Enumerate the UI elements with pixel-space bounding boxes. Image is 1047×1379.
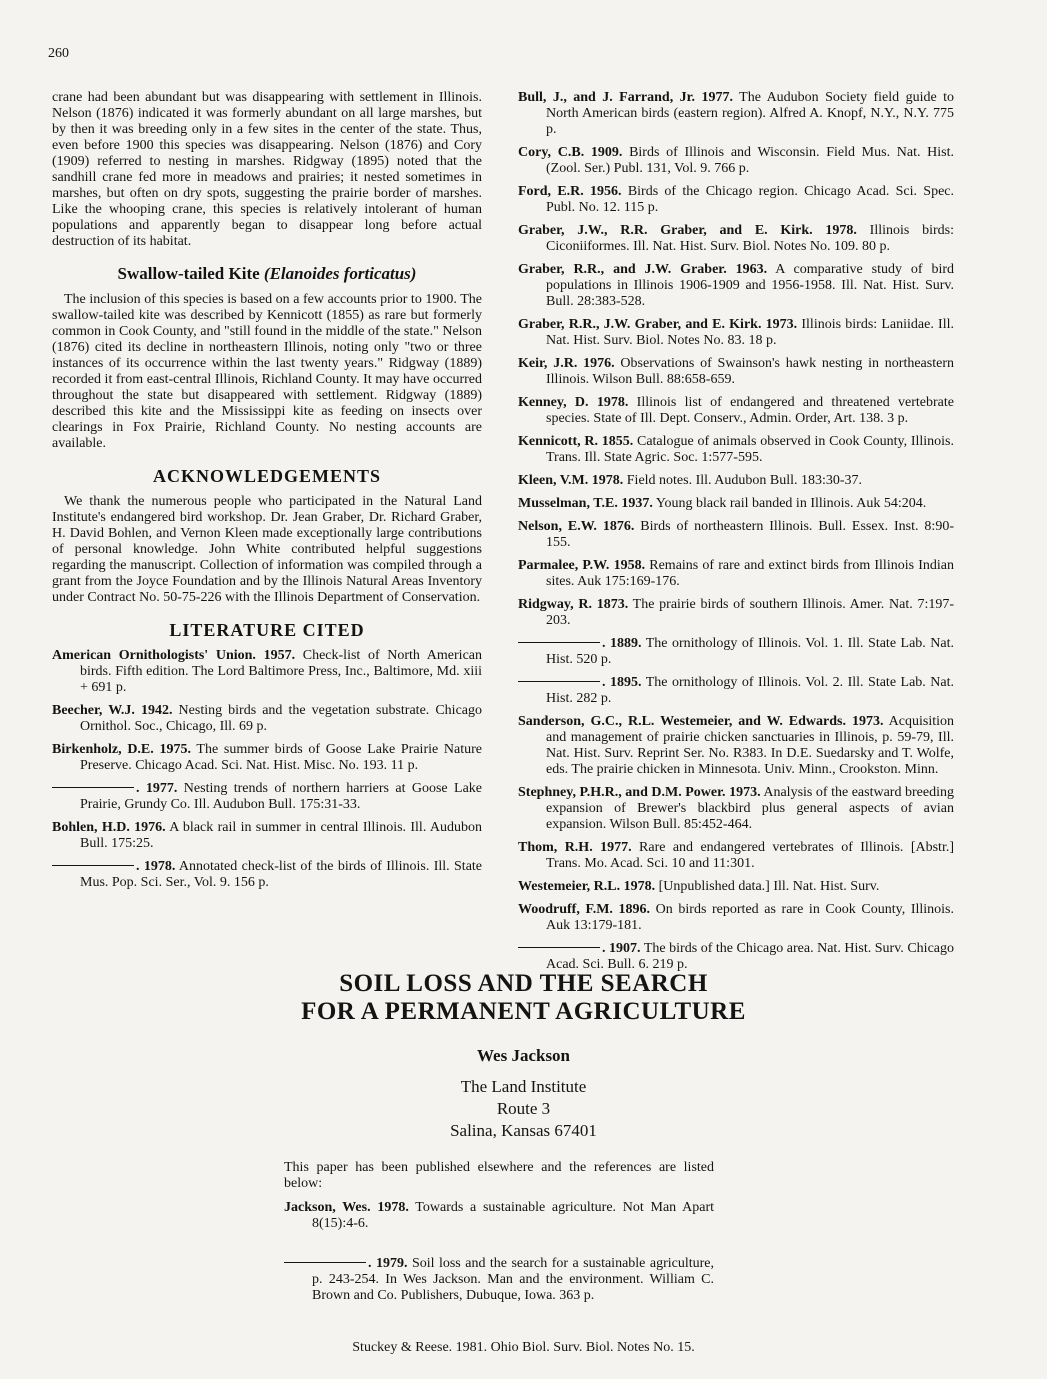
reference-author: Bohlen, H.D. 1976. [52, 820, 166, 835]
reference-entry [518, 558, 954, 590]
reference-author: Nelson, E.W. 1876. [518, 519, 635, 534]
article-address [0, 1076, 1047, 1142]
reference-entry [518, 496, 954, 512]
reference-text: Birds of Illinois and Wisconsin. Field Mus. Nat. Hist. (Zool. Ser.) Publ. 131, Vol. 9. 766 p. [546, 145, 955, 176]
reference-entry [52, 742, 482, 774]
reference-text: The prairie birds of southern Illinois. Amer. Nat. 7:197-203. [546, 597, 954, 628]
reference-entry [518, 879, 954, 895]
reference-text: Catalogue of animals observed in Cook County, Illinois. Trans. Ill. State Agric. Soc. 1:577-595. [546, 434, 955, 465]
reference-author: Sanderson, G.C., R.L. Westemeier, and W. Edwards. 1973. [518, 714, 884, 729]
reference-text: Birds of the Chicago region. Chicago Acad. Sci. Spec. Publ. No. 12. 115 p. [546, 184, 954, 215]
reference-author: Kennicott, R. 1855. [518, 434, 634, 449]
reference-entry [518, 473, 954, 489]
reference-text: The ornithology of Illinois. Vol. 1. Ill. State Lab. Nat. Hist. 520 p. [546, 636, 955, 667]
article-title-line2: FOR A PERMANENT AGRICULTURE [301, 998, 746, 1025]
reference-entry [518, 597, 954, 629]
ditto-dash [518, 642, 600, 643]
reference-author: Jackson, Wes. 1978. [284, 1200, 409, 1215]
reference-text: A black rail in summer in central Illinois. Ill. Audubon Bull. 175:25. [80, 820, 482, 851]
reference-text: Field notes. Ill. Audubon Bull. 183:30-37. [623, 473, 863, 488]
reference-entry [52, 648, 482, 696]
article-note-block [284, 1160, 714, 1312]
reference-entry [518, 519, 954, 551]
ditto-dash [52, 865, 134, 866]
reference-author: Cory, C.B. 1909. [518, 145, 623, 160]
left-column [52, 90, 482, 898]
reference-author: Graber, R.R., J.W. Graber, and E. Kirk. 1973. [518, 317, 798, 332]
literature-cited-heading: LITERATURE CITED [169, 620, 365, 640]
reference-entry [518, 184, 954, 216]
right-column [518, 90, 954, 980]
article-author: Wes Jackson [476, 1046, 571, 1065]
reference-entry [518, 145, 954, 177]
reference-author: . 1977. [136, 781, 178, 796]
ditto-dash [518, 681, 600, 682]
reference-entry [518, 714, 954, 778]
reference-text: Young black rail banded in Illinois. Auk 54:204. [652, 496, 927, 511]
reference-author: Birkenholz, D.E. 1975. [52, 742, 191, 757]
reference-text: Towards a sustainable agriculture. Not Man Apart 8(15):4-6. [312, 1200, 714, 1231]
reference-author: . 1895. [602, 675, 642, 690]
reference-text: On birds reported as rare in Cook County, Illinois. Auk 13:179-181. [546, 902, 954, 933]
kite-heading-common: Swallow-tailed Kite [117, 264, 260, 283]
reference-text: Rare and endangered vertebrates of Illinois. [Abstr.] Trans. Mo. Acad. Sci. 10 and 11:301. [546, 840, 955, 871]
reference-author: Ford, E.R. 1956. [518, 184, 622, 199]
reference-text: Nesting birds and the vegetation substrate. Chicago Ornithol. Soc., Chicago, Ill. 69 p. [80, 703, 483, 734]
reference-text: Soil loss and the search for a sustainable agriculture, p. 243-254. In Wes Jackson. Man and the environment. William C. Brown and Co. Publishers, Dubuque, Iowa. 363 p. [312, 1256, 714, 1303]
reference-author: Kenney, D. 1978. [518, 395, 629, 410]
reference-entry [52, 820, 482, 852]
reference-author: Beecher, W.J. 1942. [52, 703, 173, 718]
reference-entry [518, 90, 954, 138]
article-reference [284, 1256, 714, 1304]
reference-entry [52, 781, 482, 813]
address-line1: Route 3 [496, 1099, 551, 1118]
reference-text: Acquisition and management of prairie chicken sanctuaries in Illinois, p. 59-79, Ill. Nat. Hist. Surv. Reprint Ser. No. R383. In D.E. Suedarsky and T. Wolfe, eds. The prairie chicken in Minnesota. Univ. Minn., Crookston. Minn. [546, 714, 955, 777]
ditto-dash [52, 787, 134, 788]
kite-paragraph: The inclusion of this species is based on a few accounts prior to 1900. The swallow-tailed kite was described by Kennicott (1855) as rare but formerly common in Cook County, and "still found in the middle of the state." Nelson (1876) cited its decline in northeastern Illinois, noting only "two or three instances of its occurrence within the last twenty years." Ridgway (1889) recorded it from east-central Illinois, Richland County. It may have occurred throughout the state but disappeared with settlement. Ridgway (1889) described this kite and the Mississippi kite as feeding on insects over clearings in Fox Prairie, Richland County. No nesting accounts are available. [52, 292, 482, 451]
reference-author: . 1889. [602, 636, 642, 651]
reference-entry [518, 636, 954, 668]
reference-entry [518, 356, 954, 388]
kite-heading [52, 266, 482, 282]
reference-author: American Ornithologists' Union. 1957. [52, 648, 296, 663]
left-reference-list [52, 648, 482, 891]
footer-citation: Stuckey & Reese. 1981. Ohio Biol. Surv. Biol. Notes No. 15. [352, 1340, 695, 1355]
article-title-line1: SOIL LOSS AND THE SEARCH [339, 970, 708, 997]
kite-heading-latin: (Elanoides forticatus) [263, 264, 417, 283]
address-line2: Salina, Kansas 67401 [450, 1121, 597, 1140]
article-note: This paper has been published elsewhere and the references are listed below: [284, 1160, 714, 1191]
reference-entry [518, 902, 954, 934]
reference-author: Westemeier, R.L. 1978. [518, 879, 656, 894]
reference-entry [52, 859, 482, 891]
reference-text: The summer birds of Goose Lake Prairie Nature Preserve. Chicago Acad. Sci. Nat. Hist. Misc. No. 193. 11 p. [80, 742, 482, 773]
reference-text: A comparative study of bird populations in Illinois 1906-1909 and 1956-1958. Ill. Nat. Hist. Surv. Bull. 28:383-528. [546, 262, 954, 309]
reference-text: Illinois birds: Ciconiiformes. Ill. Nat. Hist. Surv. Biol. Notes No. 109. 80 p. [546, 223, 954, 254]
reference-text: Illinois list of endangered and threatened vertebrate species. State of Ill. Dept. Conserv., Admin. Order, Art. 138. 3 p. [546, 395, 954, 426]
reference-entry [518, 675, 954, 707]
reference-author: Bull, J., and J. Farrand, Jr. 1977. [518, 90, 733, 105]
reference-text: Check-list of North American birds. Fifth edition. The Lord Baltimore Press, Inc., Baltimore, Md. xiii + 691 p. [80, 648, 482, 695]
reference-author: Ridgway, R. 1873. [518, 597, 629, 612]
reference-author: . 1978. [136, 859, 176, 874]
reference-entry [518, 785, 954, 833]
reference-author: Graber, J.W., R.R. Graber, and E. Kirk. 1978. [518, 223, 857, 238]
reference-author: . 1907. [602, 941, 641, 956]
reference-author: Musselman, T.E. 1937. [518, 496, 653, 511]
article-reference [284, 1200, 714, 1232]
acknowledgements-paragraph: We thank the numerous people who participated in the Natural Land Institute's endangered bird workshop. Dr. Jean Graber, Dr. Richard Graber, H. David Bohlen, and Vernon Kleen made exceptionally large contributions of personal knowledge. John White contributed helpful suggestions regarding the manuscript. Collection of information was compiled through a grant from the Joyce Foundation and by the Illinois Natural Areas Inventory under Contract No. 50-75-226 with the Illinois Department of Conservation. [52, 494, 482, 605]
reference-author: Thom, R.H. 1977. [518, 840, 632, 855]
reference-entry [518, 434, 954, 466]
acknowledgements-heading: ACKNOWLEDGEMENTS [152, 466, 382, 486]
page-number: 260 [48, 46, 69, 61]
reference-text: The ornithology of Illinois. Vol. 2. Ill. State Lab. Nat. Hist. 282 p. [546, 675, 955, 706]
reference-text: [Unpublished data.] Ill. Nat. Hist. Surv. [655, 879, 880, 894]
reference-text: Illinois birds: Laniidae. Ill. Nat. Hist. Surv. Biol. Notes No. 83. 18 p. [546, 317, 954, 348]
ditto-dash [518, 947, 600, 948]
reference-author: Kleen, V.M. 1978. [518, 473, 624, 488]
reference-author: Keir, J.R. 1976. [518, 356, 615, 371]
reference-author: Graber, R.R., and J.W. Graber. 1963. [518, 262, 768, 277]
reference-entry [518, 317, 954, 349]
reference-text: The birds of the Chicago area. Nat. Hist. Surv. Chicago Acad. Sci. Bull. 6. 219 p. [546, 941, 954, 972]
reference-entry [518, 395, 954, 427]
reference-entry [518, 262, 954, 310]
reference-author: Stephney, P.H.R., and D.M. Power. 1973. [518, 785, 761, 800]
reference-text: The Audubon Society field guide to North American birds (eastern region). Alfred A. Knopf, N.Y., N.Y. 775 p. [546, 90, 954, 137]
reference-entry [518, 941, 954, 973]
reference-entry [518, 223, 954, 255]
reference-text: Analysis of the eastward breeding expansion of Brewer's blackbird plus general aspects of avian expansion. Wilson Bull. 85:452-464. [546, 785, 954, 832]
ditto-dash [284, 1262, 366, 1263]
right-reference-list [518, 90, 954, 973]
reference-entry [52, 703, 482, 735]
reference-text: Remains of rare and extinct birds from Illinois Indian sites. Auk 175:169-176. [546, 558, 954, 589]
affiliation: The Land Institute [460, 1077, 587, 1096]
reference-text: Annotated check-list of the birds of Illinois. Ill. State Mus. Pop. Sci. Ser., Vol. 9. 156 p. [80, 859, 483, 890]
intro-paragraph: crane had been abundant but was disappearing with settlement in Illinois. Nelson (1876) indicated it was formerly abundant on all large marshes, but by then it was breeding only in a few sites in the center of the state. Thus, even before 1900 this species was disappearing. Nelson (1876) and Cory (1909) referred to nesting in marshes. Ridgway (1895) noted that the sandhill crane fed more in meadows and prairies; it nested sometimes in marshes, but often on dry spots, suggesting the prairie border of marshes. Like the whooping crane, this species is relatively intolerant of human populations and apparently began to disappear long before actual destruction of its habitat. [52, 90, 482, 249]
reference-entry [518, 840, 954, 872]
reference-text: Nesting trends of northern harriers at Goose Lake Prairie, Grundy Co. Ill. Audubon Bull. 175:31-33. [80, 781, 483, 812]
reference-text: Birds of northeastern Illinois. Bull. Essex. Inst. 8:90-155. [546, 519, 954, 550]
reference-author: Parmalee, P.W. 1958. [518, 558, 646, 573]
reference-text: Observations of Swainson's hawk nesting in northeastern Illinois. Wilson Bull. 88:658-659. [546, 356, 954, 387]
article-title [0, 970, 1047, 1026]
reference-author: Woodruff, F.M. 1896. [518, 902, 651, 917]
reference-author: . 1979. [368, 1256, 408, 1271]
